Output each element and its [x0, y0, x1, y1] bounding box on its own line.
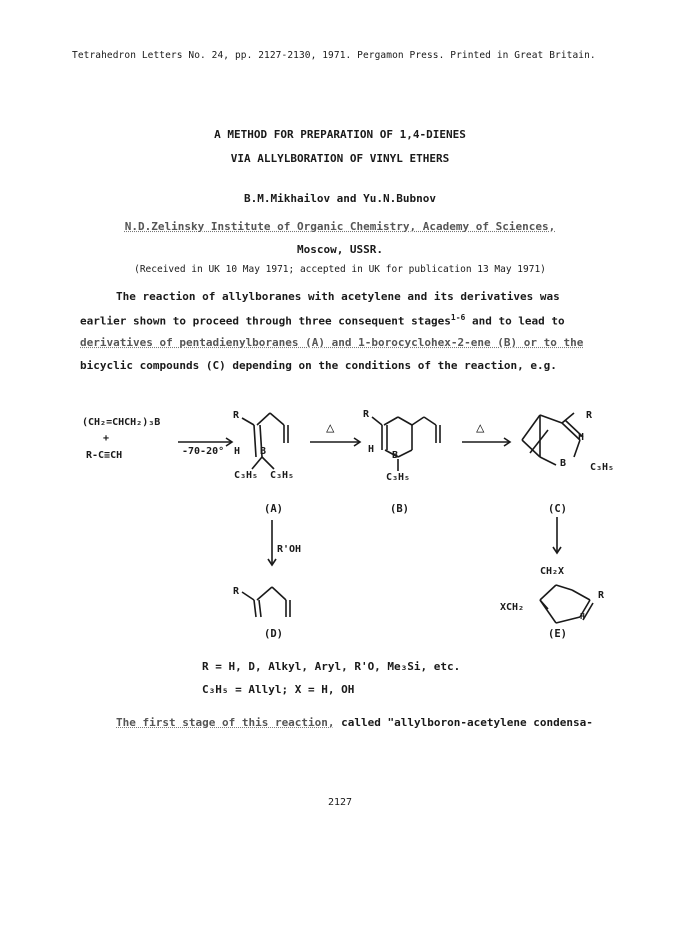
E-xch2: XCH₂ [500, 602, 525, 613]
A-atom-B: B [260, 446, 267, 457]
intro-line-2-post: and to lead to [465, 314, 565, 328]
page-number: 2127 [327, 797, 353, 808]
label-E: (E) [548, 628, 567, 640]
intro-line-3 [80, 336, 583, 349]
structure-B-bonds [372, 417, 440, 471]
intro-line-1: The reaction of allylboranes with acetylene and its derivatives was [116, 290, 560, 303]
closing-line [116, 716, 593, 729]
reagent-triallylborane: (CH₂=CHCH₂)₃B [82, 417, 161, 428]
label-D: (D) [264, 628, 283, 640]
structure-A-bonds [242, 413, 288, 469]
received-dates: (Received in UK 10 May 1971; accepted in UK for publication 13 May 1971) [134, 264, 546, 275]
C-atom-H: H [578, 432, 585, 443]
reagent-alcohol: R'OH [277, 544, 302, 555]
B-allyl: C₃H₅ [386, 472, 411, 483]
label-C: (C) [548, 503, 567, 515]
A-allyl-2: C₃H₅ [270, 470, 295, 481]
structure-D-bonds [242, 587, 290, 617]
authors: B.M.Mikhailov and Yu.N.Bubnov [243, 192, 437, 205]
label-B: (B) [390, 503, 409, 515]
heat-symbol-2: △ [476, 420, 485, 436]
C-atom-B: B [560, 458, 567, 469]
journal-header: Tetrahedron Letters No. 24, pp. 2127-2130, 1971. Pergamon Press. Printed in Great Britain. [72, 50, 596, 61]
E-atom-H: H [580, 612, 585, 621]
A-atom-R: R [233, 410, 240, 421]
B-atom-H: H [368, 444, 375, 455]
definition-R: R = H, D, Alkyl, Aryl, R'O, Me₃Si, etc. [202, 660, 461, 673]
intro-line-4: bicyclic compounds (C) depending on the conditions of the reaction, e.g. [80, 359, 557, 372]
heat-symbol-1: △ [326, 420, 335, 436]
title-line-1: A METHOD FOR PREPARATION OF 1,4-DIENES [214, 128, 466, 141]
B-atom-B: B [392, 450, 399, 461]
C-atom-R: R [586, 410, 593, 421]
C-allyl: C₃H₅ [590, 462, 615, 473]
structure-E-bonds [540, 585, 593, 623]
intro-line-2 [80, 313, 565, 328]
title-line-2: VIA ALLYLBORATION OF VINYL ETHERS [230, 152, 450, 165]
B-atom-R: R [363, 409, 370, 420]
reagent-plus: + [103, 433, 110, 444]
label-A: (A) [264, 503, 283, 515]
closing-line-pre: The first stage of this reaction, [116, 716, 335, 729]
citation-superscript: 1-6 [450, 313, 466, 322]
reagent-alkyne: R-C≡CH [86, 450, 123, 461]
structure-C-bonds [522, 413, 583, 465]
A-allyl-1: C₃H₅ [234, 470, 259, 481]
affiliation-city: Moscow, USSR. [296, 243, 384, 256]
E-atom-R: R [598, 590, 605, 601]
A-atom-H: H [234, 446, 241, 457]
intro-line-2-pre: earlier shown to proceed through three consequent stages [80, 314, 451, 328]
closing-line-post: called "allylboron-acetylene condensa- [334, 716, 593, 729]
affiliation-institute [0, 220, 680, 233]
definition-allyl-X: C₃H₅ = Allyl; X = H, OH [202, 683, 355, 696]
affiliation-institute-text: N.D.Zelinsky Institute of Organic Chemistry, Academy of Sciences, [124, 220, 556, 233]
intro-line-3-text: derivatives of pentadienylboranes (A) and 1-borocyclohex-2-ene (B) or to the [80, 336, 584, 349]
E-ch2x: CH₂X [540, 566, 565, 577]
D-atom-R: R [233, 586, 240, 597]
reaction-temperature: -70-20° [182, 446, 225, 457]
